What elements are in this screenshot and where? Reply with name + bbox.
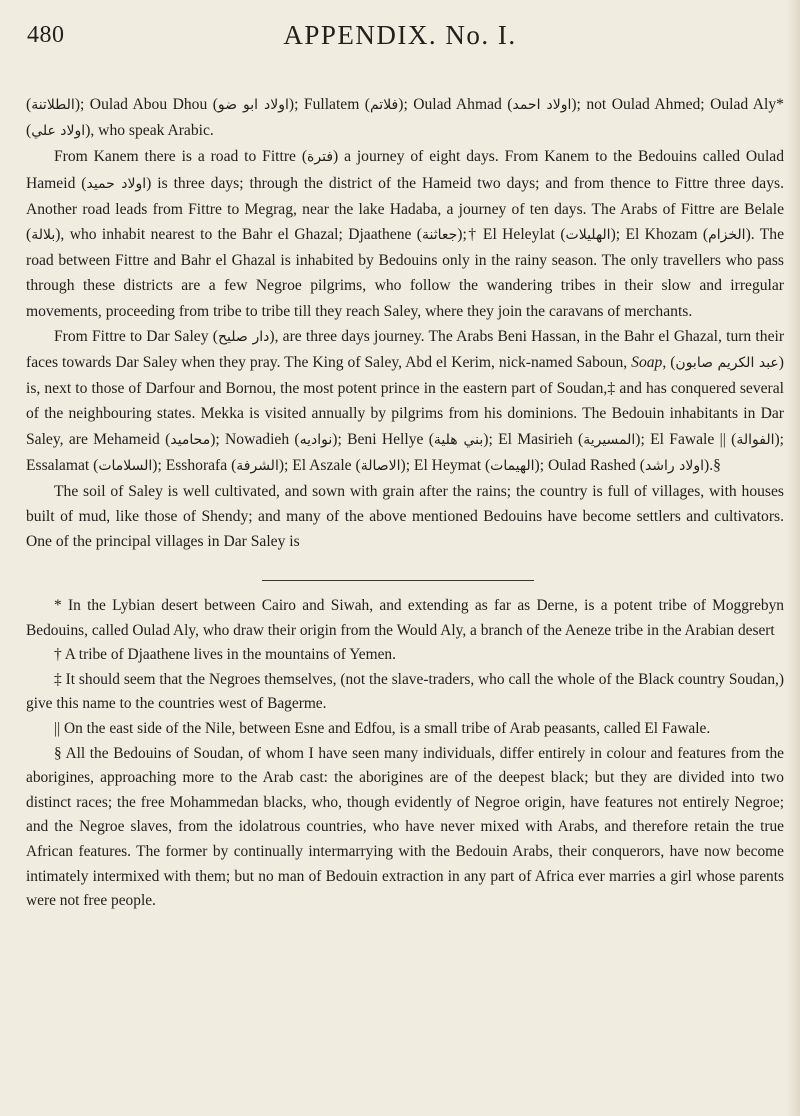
arabic-term: الفوالة: [736, 431, 775, 448]
arabic-term: عبد الكريم صابون: [675, 355, 779, 372]
footnote-double-dagger: ‡ It should seem that the Negroes themselves, (not the slave-traders, who call the whole of the Black country Soudan,) give this name to the countries west of Bagerme.: [26, 670, 784, 713]
arabic-term: فترة: [307, 149, 334, 166]
arabic-term: المسيرية: [583, 431, 636, 448]
arabic-term: الهليلات: [565, 227, 611, 244]
paragraph-soil-of-saley: The soil of Saley is well cultivated, and sown with grain after the rains; the country is full of villages, with houses built of mud, like those of Shendy; and many of the above mentioned Bedouins have become settlers and cultivators. One of the principal villages in Dar Saley is: [26, 483, 784, 551]
arabic-term: اولاد حميد: [86, 175, 147, 192]
italic-soap: Soap: [631, 354, 663, 372]
arabic-term: الخزام: [708, 227, 746, 244]
footnote-dagger: † A tribe of Djaathene lives in the mountains of Yemen.: [54, 646, 396, 664]
arabic-term: الطلاتنة: [31, 97, 75, 113]
paragraph-dar-saley: From Fittre to Dar Saley (دار صليح), are three days journey. The Arabs Beni Hassan, in the Bahr el Ghazal, turn their faces towards Dar Saley when they pray. The King of Saley, Abd el Kerim, nick-named Saboun, Soap, (عبد الكريم صابون) is, next to those of Darfour and Bornou, the most potent prince in the eastern part of Soudan,‡ and has conquered several of the neighbouring states. Mekka is visited annually by pilgrims from his dominions. The Bedouin inhabitants in Dar Saley, are Mehameid (محاميد); Nowadieh (نواديه); Beni Hellye (بني هلية); El Masirieh (المسيرية); El Fawale || (الفوالة); Essalamat (السلامات); Esshorafa (الشرفة); El Aszale (الاصالة); El Heymat (الهيمات); Oulad Rashed (اولاد راشد).§: [26, 327, 785, 474]
arabic-term: اولاد احمد: [512, 97, 572, 113]
arabic-term: الهيمات: [490, 457, 535, 474]
arabic-term: الشرفة: [236, 457, 279, 474]
arabic-term: اولاد راشد: [644, 457, 705, 474]
arabic-term: جعاثنة: [421, 227, 458, 244]
arabic-term: نواديه: [299, 431, 333, 448]
running-title: APPENDIX. No. I.: [283, 20, 517, 50]
arabic-term: فلاتم: [369, 97, 399, 113]
arabic-term: اولاد علي: [31, 123, 86, 140]
footnote-parallel: || On the east side of the Nile, between Esne and Edfou, is a small tribe of Arab peasants, called El Fawale.: [54, 719, 711, 737]
footnote-asterisk: * In the Lybian desert between Cairo and Siwah, and extending as far as Derne, is a potent tribe of Moggrebyn Bedouins, called Oulad Aly, who draw their origin from the Would Aly, a branch of the Aeneze tribe in the Arabian desert: [26, 597, 784, 639]
footnote-divider: [262, 580, 534, 581]
main-text: [26, 92, 784, 555]
page-number: 480: [27, 22, 65, 48]
footnotes: [26, 594, 784, 914]
arabic-term: السلامات: [98, 457, 153, 474]
arabic-term: بني هلية: [433, 431, 484, 448]
paragraph-tribes-continued: (الطلاتنة); Oulad Abou Dhou (اولاد ابو ضو); Fullatem (فلاتم); Oulad Ahmad (اولاد احمد); not Oulad Ahmed; Oulad Aly* (اولاد علي), who speak Arabic.: [26, 96, 784, 140]
footnote-section: § All the Bedouins of Soudan, of whom I have seen many individuals, differ entirely in colour and features from the aborigines, approaching more to the Arab cast: the aborigines are of the deepest black; but they are divided into two distinct races; the free Mohammedan blacks, who, though evidently of Negroe origin, have features not entirely Negroe; and the Negroe slaves, from the idolatrous countries, who have never mixed with Arabs, and therefore retain the true African features. The former by continually intermarrying with the Bedouin Arabs, their conquerors, have now become intimately intermixed with them; but no man of Bedouin extraction in any part of Africa ever marries a girl whose parents were not free people.: [26, 744, 784, 910]
arabic-term: اولاد ابو ضو: [217, 97, 289, 113]
page-edge-shadow: [786, 0, 800, 1116]
arabic-term: الاصالة: [360, 457, 401, 474]
arabic-term: دار صليح: [217, 328, 270, 345]
arabic-term: محاميد: [170, 431, 211, 448]
paragraph-kanem-fittre: From Kanem there is a road to Fittre (فترة) a journey of eight days. From Kanem to the Bedouins called Oulad Hameid (اولاد حميد) is three days; through the district of the Hameid two days; and from thence to Fittre three days. Another road leads from Fittre to Megrag, near the lake Hadaba, a journey of ten days. The Arabs of Fittre are Belale (بلالة), who inhabit nearest to the Bahr el Ghazal; Djaathene (جعاثنة);† El Heleylat (الهليلات); El Khozam (الخزام). The road between Fittre and Bahr el Ghazal is inhabited by Bedouins only in the rainy season. The only travellers who pass through these districts are a few Negroe pilgrims, who follow the wandering tribes in their slow and irregular movements, proceeding from tribe to tribe till they reach Saley, where they join the caravans of merchants.: [26, 148, 785, 320]
arabic-term: بلالة: [31, 227, 56, 244]
